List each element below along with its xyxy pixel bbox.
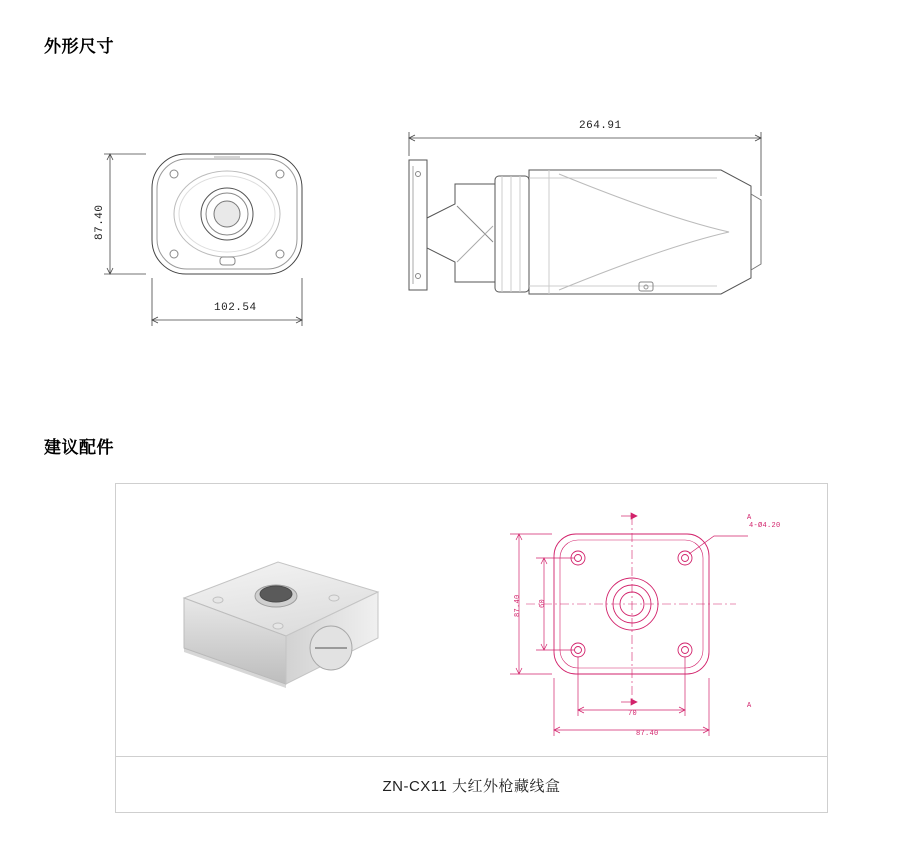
cad-hole-callout: 4-Ø4.20 [749,522,781,530]
front-view-width-label: 102.54 [214,302,257,314]
page-title-accessories: 建议配件 [44,438,114,457]
front-view-height-label: 87.40 [94,204,106,240]
side-view-drawing [399,122,829,342]
dimension-drawing [44,110,854,360]
side-view-length-label: 264.91 [579,120,622,132]
junction-box-cad-drawing [486,492,806,754]
cad-section-mark-bottom: A [747,702,752,710]
front-view-drawing [84,130,344,360]
cad-height-outer-label: 87.40 [514,594,522,617]
cad-section-mark-top: A [747,514,752,522]
accessory-panel [115,483,828,813]
cad-width-inner-label: 70 [628,710,638,718]
accessory-illustration-area [116,484,827,757]
junction-box-photo [166,544,396,704]
page-title-dimensions: 外形尺寸 [44,37,114,56]
cad-width-outer-label: 87.40 [636,730,659,738]
accessory-caption: ZN-CX11 大红外枪藏线盒 [382,777,561,795]
cad-height-inner-label: 60 [539,598,547,608]
